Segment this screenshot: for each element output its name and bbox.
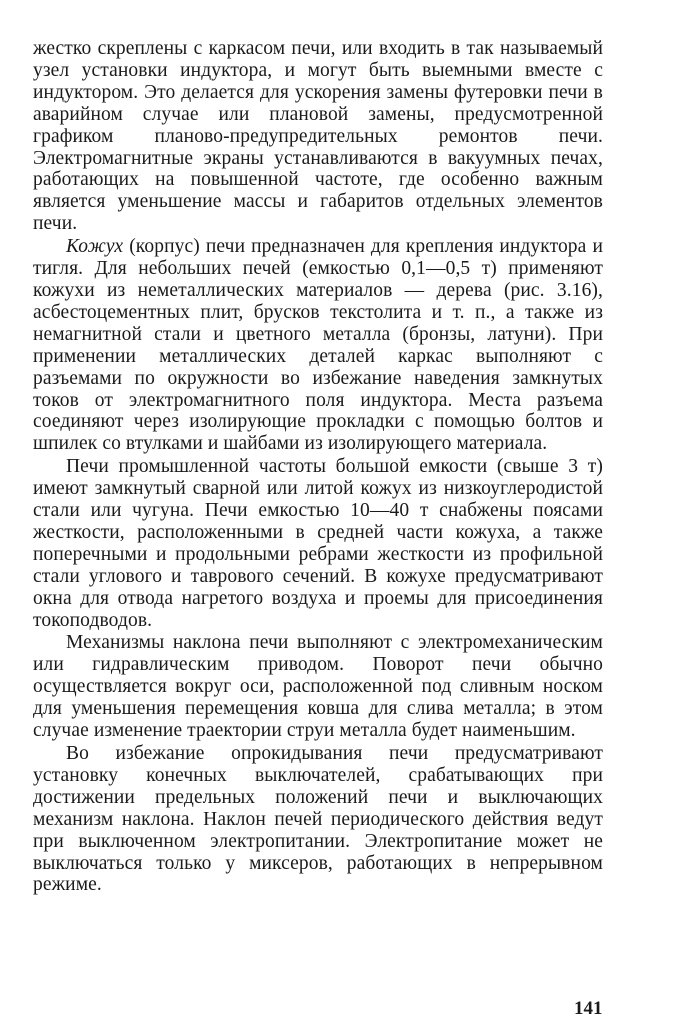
page-number: 141 [574, 998, 603, 1019]
paragraph-text: Механизмы наклона печи выполняют с электромеханическим или гидравлическим приводом. Поворот печи обычно осуществляется вокруг оси, расположенной под сливным носком для уменьшения перемещения ковша для слива металла; в этом случае изменение траектории струи металла будет наименьшим. [33, 632, 603, 742]
paragraph-kozhukh [33, 236, 603, 455]
paragraph-continuation [33, 38, 603, 235]
paragraph-limit-switches [33, 743, 603, 896]
paragraph-text: жестко скреплены с каркасом печи, или входить в так называемый узел установки индуктора, и могут быть выемными вместе с индуктором. Это делается для ускорения замены футеровки печи в аварийном случае или плановой замены, предусмотренной графиком планово-предупредительных ремонтов печи. Электромагнитные экраны устанавливаются в вакуумных печах, работающих на повышенной частоте, где особенно важным является уменьшение массы и габаритов отдельных элементов печи. [33, 38, 603, 235]
paragraph-text: Печи промышленной частоты большой емкости (свыше 3 т) имеют замкнутый сварной или литой кожух из низкоуглеродистой стали или чугуна. Печи емкостью 10—40 т снабжены поясами жесткости, расположенными в средней части кожуха, а также поперечными и продольными ребрами жесткости из профильной стали углового и таврового сечений. В кожухе предусматривают окна для отвода нагретого воздуха и проемы для присоединения токоподводов. [33, 456, 603, 631]
page-body [33, 38, 603, 896]
paragraph-lead-term: Кожух [66, 236, 124, 258]
paragraph-text: (корпус) печи предназначен для крепления индуктора и тигля. Для небольших печей (емкостью 0,1—0,5 т) применяют кожухи из неметаллических материалов — дерева (рис. 3.16), асбестоцементных плит, брусков текстолита и т. п., а также из немагнитной стали и цветного металла (бронзы, латуни). При применении металлических деталей каркас выполняют с разъемами по окружности во избежание наведения замкнутых токов от электромагнитного поля индуктора. Места разъема соединяют через изолирующие прокладки с помощью болтов и шпилек со втулками и шайбами из изолирующего материала. [33, 236, 603, 455]
paragraph-text: Во избежание опрокидывания печи предусматривают установку конечных выключателей, срабатывающих при достижении предельных положений печи и выключающих механизм наклона. Наклон печей периодического действия ведут при выключенном электропитании. Электропитание может не выключаться только у миксеров, работающих в непрерывном режиме. [33, 743, 603, 896]
paragraph-tilt-mechanism [33, 632, 603, 742]
paragraph-large-furnaces [33, 456, 603, 631]
